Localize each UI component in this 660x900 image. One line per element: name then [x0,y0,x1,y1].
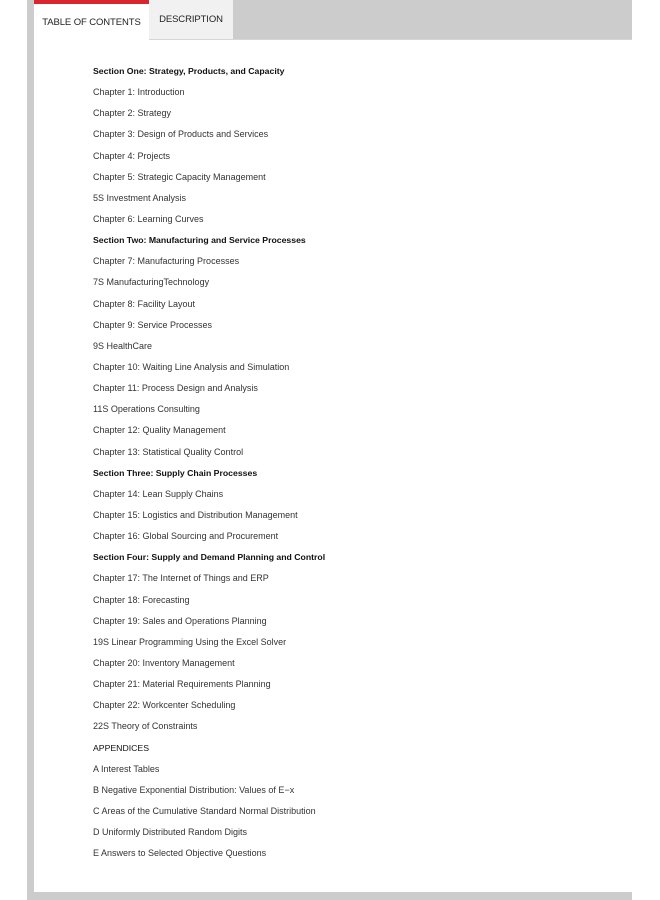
toc-item: 11S Operations Consulting [93,404,200,415]
toc-item: Chapter 16: Global Sourcing and Procurement [93,531,279,542]
toc-item: Chapter 2: Strategy [93,108,172,119]
toc-item: Chapter 19: Sales and Operations Planning [93,615,267,626]
toc-section-heading: APPENDICES [93,742,150,753]
tab-description[interactable] [149,0,233,39]
toc-item: Chapter 5: Strategic Capacity Management [93,171,266,182]
toc-item: 5S Investment Analysis [93,192,187,203]
toc-item: Chapter 21: Material Requirements Planning [93,679,271,690]
toc-item: Chapter 10: Waiting Line Analysis and Simulation [93,361,290,372]
tab-label: TABLE OF CONTENTS [42,16,141,28]
toc-item: Chapter 11: Process Design and Analysis [93,383,258,394]
tab-bar [34,0,632,40]
frame-bottom-border [27,892,632,900]
toc-item: Chapter 12: Quality Management [93,425,226,436]
toc-item: 22S Theory of Constraints [93,721,198,732]
toc-item: D Uniformly Distributed Random Digits [93,827,248,838]
toc-section-heading: Section Two: Manufacturing and Service Processes [93,235,306,246]
toc-section-heading: Section Four: Supply and Demand Planning and Control [93,552,326,563]
toc-item: Chapter 13: Statistical Quality Control [93,446,244,457]
toc-section-heading: Section One: Strategy, Products, and Capacity [93,66,285,76]
toc-item: 19S Linear Programming Using the Excel Solver [93,636,287,647]
toc-item: Chapter 6: Learning Curves [93,213,204,224]
toc-item: Chapter 20: Inventory Management [93,657,235,668]
frame-left-border [27,0,34,900]
toc-item: Chapter 3: Design of Products and Services [93,129,269,140]
toc-item: Chapter 8: Facility Layout [93,298,196,309]
toc-item: Chapter 1: Introduction [93,87,185,98]
toc-item: 9S HealthCare [93,340,153,351]
toc-item: Chapter 14: Lean Supply Chains [93,488,224,499]
toc-item: 7S ManufacturingTechnology [93,277,210,288]
content-panel [34,0,632,892]
tab-table-of-contents[interactable] [34,0,149,40]
toc-item: Chapter 22: Workcenter Scheduling [93,700,236,711]
toc-item: Chapter 15: Logistics and Distribution Management [93,509,298,520]
toc-item: B Negative Exponential Distribution: Values of E−x [93,784,295,795]
toc-item: E Answers to Selected Objective Questions [93,848,267,859]
toc-item: Chapter 7: Manufacturing Processes [93,256,240,267]
table-of-contents-list [93,62,325,865]
tab-label: DESCRIPTION [159,14,223,25]
toc-section-heading: Section Three: Supply Chain Processes [93,467,258,478]
toc-item: Chapter 9: Service Processes [93,319,213,330]
toc-item: Chapter 17: The Internet of Things and ERP [93,573,269,584]
toc-item: Chapter 18: Forecasting [93,594,190,605]
toc-item: Chapter 4: Projects [93,150,171,161]
toc-item: A Interest Tables [93,763,160,774]
toc-item: C Areas of the Cumulative Standard Normal Distribution [93,805,316,816]
